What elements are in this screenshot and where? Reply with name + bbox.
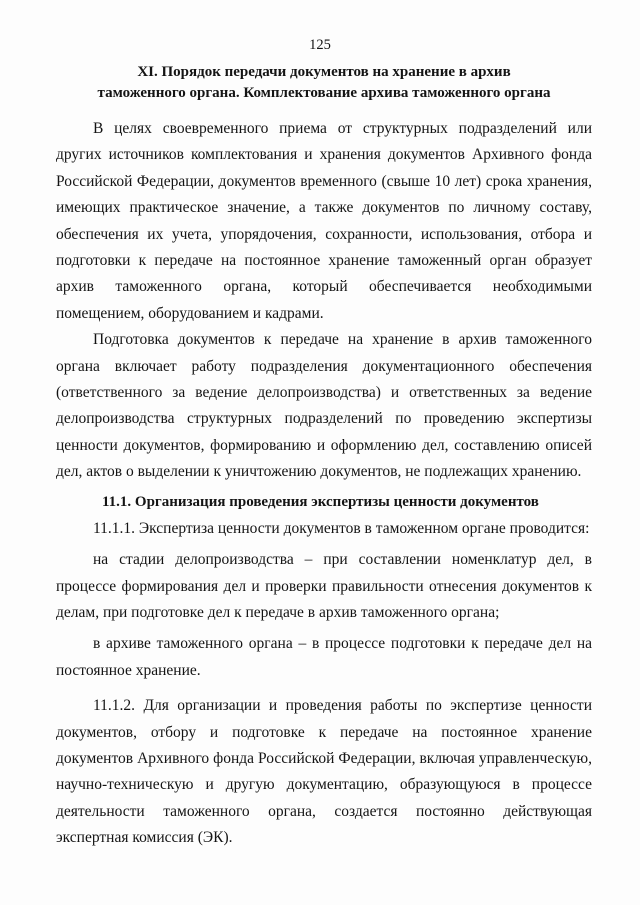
text-column (56, 62, 592, 852)
paragraph-11-1-2: 11.1.2. Для организации и проведения работы по экспертизе ценности документов, отбору и подготовке к передаче на постоянное хранение документов Архивного фонда Российской Федерации, включая управленческую, научно-техническую и другую документацию, образующуюся в процессе деятельности таможенного органа, создается постоянно действующая экспертная комиссия (ЭК). (56, 697, 592, 847)
section-title-11-1: 11.1. Организация проведения экспертизы ценности документов (102, 493, 539, 510)
page-number: 125 (309, 37, 331, 53)
chapter-title (56, 62, 592, 104)
paragraph-office-stage: на стадии делопроизводства – при составлении номенклатур дел, в процессе формирования дел и проверки правильности отнесения документов к делам, при подготовке дел к передаче в архив таможенного органа; (56, 551, 592, 621)
paragraph-archive-purpose: В целях своевременного приема от структурных подразделений или других источников комплектования и хранения документов Архивного фонда Российской Федерации, документов временного (свыше 10 лет) срока хранения, имеющих практическое значение, а также документов по личному составу, обеспечения их учета, упорядочения, сохранности, использования, отбора и подготовки к передаче на постоянное хранение таможенный орган образует архив таможенного органа, который обеспечивается необходимыми помещением, оборудованием и кадрами. (56, 120, 592, 322)
chapter-title-line-2: таможенного органа. Комплектование архива таможенного органа (97, 85, 551, 101)
paragraph-11-1-1: 11.1.1. Экспертиза ценности документов в таможенном органе проводится: (93, 519, 590, 537)
chapter-title-line-1: XI. Порядок передачи документов на хранение в архив (137, 64, 511, 80)
paragraph-preparation: Подготовка документов к передаче на хранение в архив таможенного органа включает работу подразделения документационного обеспечения (ответственного за ведение делопроизводства) и ответственных за ведение делопроизводства структурных подразделений по проведению экспертизы ценности документов, формированию и оформлению дел, составлению описей дел, актов о выделении к уничтожению документов, не подлежащих хранению. (56, 331, 592, 481)
paragraph-archive-stage: в архиве таможенного органа – в процессе подготовки к передаче дел на постоянное хранение. (56, 635, 592, 679)
